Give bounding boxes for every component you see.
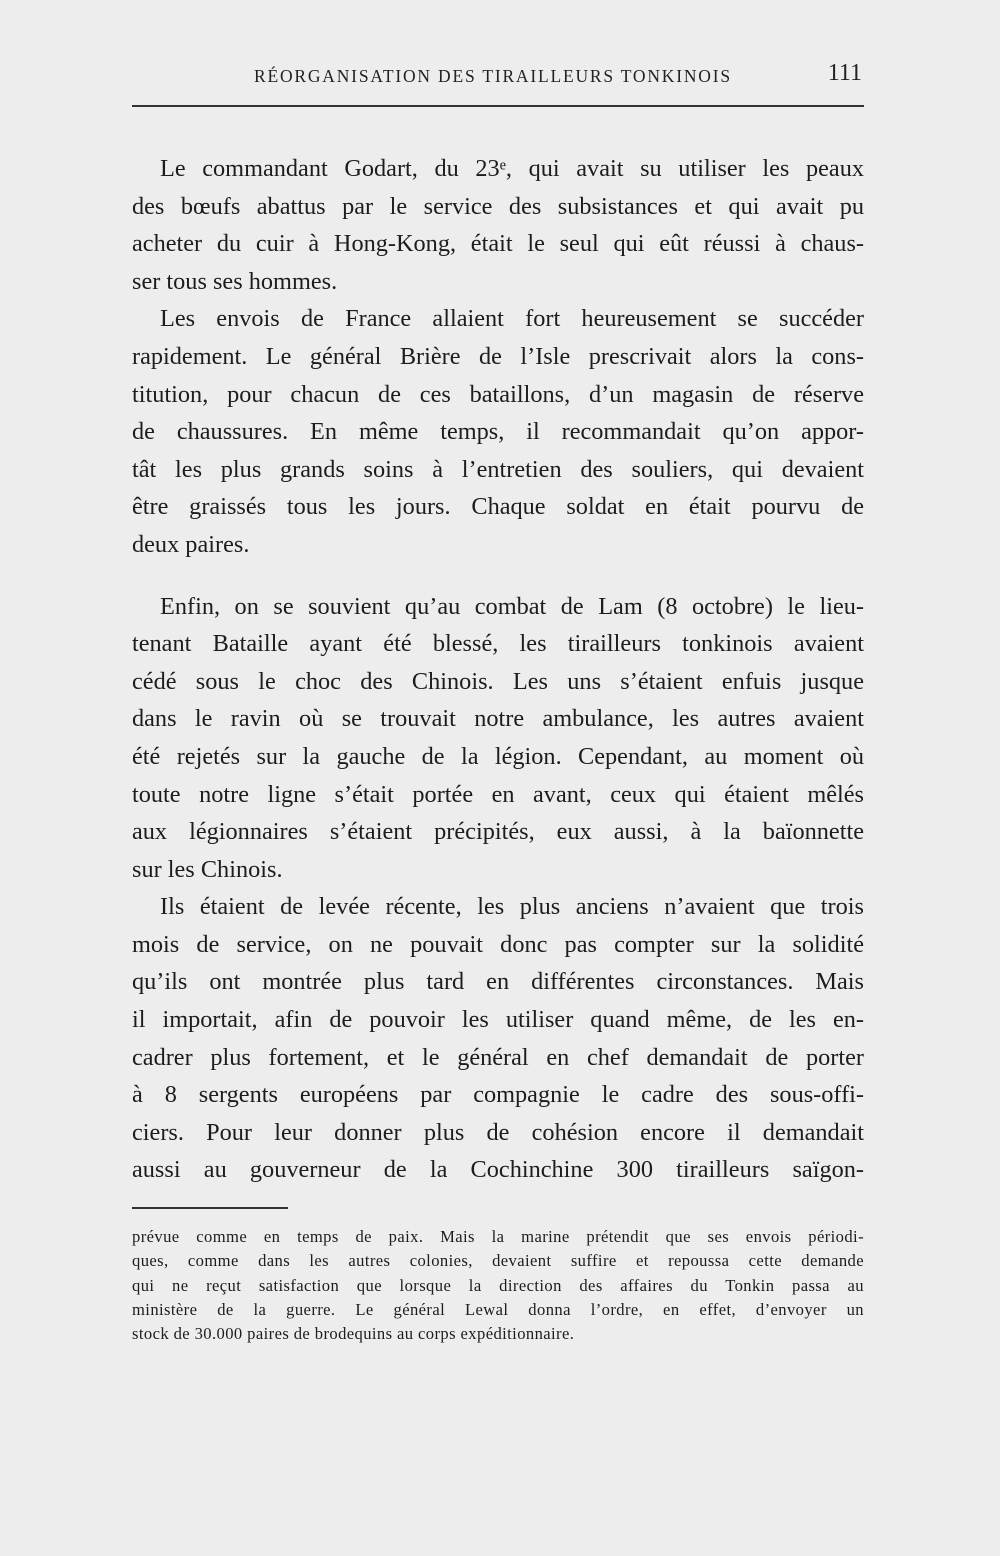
header-rule	[132, 105, 864, 107]
text-line: rapidement. Le général Brière de l’Isle prescrivait alors la cons-	[132, 342, 864, 370]
footnote-line: prévue comme en temps de paix. Mais la marine prétendit que ses envois périodi-	[132, 1227, 864, 1246]
text-line: aux légionnaires s’étaient précipités, eux aussi, à la baïonnette	[132, 818, 864, 846]
text-line: ciers. Pour leur donner plus de cohésion encore il demandait	[132, 1118, 864, 1146]
text-line: deux paires.	[132, 530, 250, 558]
text-line: Ils étaient de levée récente, les plus anciens n’avaient que trois	[160, 893, 864, 921]
page-header	[132, 60, 864, 96]
text-line: sur les Chinois.	[132, 855, 283, 883]
text-line: il importait, afin de pouvoir les utiliser quand même, de les en-	[132, 1006, 864, 1034]
paragraph	[132, 588, 864, 889]
text-line: des bœufs abattus par le service des subsistances et qui avait pu	[132, 192, 864, 220]
text-line: à 8 sergents européens par compagnie le cadre des sous-offi-	[132, 1081, 864, 1109]
paragraph	[132, 300, 864, 563]
footnote-line: ministère de la guerre. Le général Lewal donna l’ordre, en effet, d’envoyer un	[132, 1299, 864, 1319]
footnote-line: ques, comme dans les autres colonies, devaient suffire et repoussa cette demande	[132, 1251, 864, 1271]
text-line: cédé sous le choc des Chinois. Les uns s’étaient enfuis jusque	[132, 667, 864, 695]
footnote-rule	[132, 1207, 288, 1209]
body-text	[132, 150, 864, 1189]
text-line: Les envois de France allaient fort heureusement se succéder	[160, 305, 864, 333]
text-line: de chaussures. En même temps, il recommandait qu’on appor-	[132, 418, 864, 446]
text-line: dans le ravin où se trouvait notre ambulance, les autres avaient	[132, 705, 864, 733]
text-line: acheter du cuir à Hong-Kong, était le seul qui eût réussi à chaus-	[132, 230, 864, 258]
text-line: titution, pour chacun de ces bataillons, d’un magasin de réserve	[132, 380, 864, 408]
footnote-line: qui ne reçut satisfaction que lorsque la direction des affaires du Tonkin passa au	[132, 1275, 864, 1295]
text-line: tât les plus grands soins à l’entretien des souliers, qui devaient	[132, 455, 864, 483]
running-head: RÉORGANISATION DES TIRAILLEURS TONKINOIS	[254, 66, 732, 86]
text-line: être graissés tous les jours. Chaque soldat en était pourvu de	[132, 493, 864, 521]
paragraph	[132, 888, 864, 1189]
footnote-line: stock de 30.000 paires de brodequins au corps expéditionnaire.	[132, 1324, 575, 1344]
text-line: tenant Bataille ayant été blessé, les tirailleurs tonkinois avaient	[132, 630, 864, 658]
text-line: qu’ils ont montrée plus tard en différentes circonstances. Mais	[132, 968, 864, 996]
paragraph-gap	[132, 564, 864, 588]
text-line: mois de service, on ne pouvait donc pas compter sur la solidité	[132, 930, 864, 958]
text-line: été rejetés sur la gauche de la légion. Cependant, au moment où	[132, 742, 864, 770]
text-line: Le commandant Godart, du 23ᵉ, qui avait su utiliser les peaux	[160, 155, 864, 182]
page-number: 111	[827, 60, 862, 86]
text-line: ser tous ses hommes.	[132, 267, 338, 295]
footnote	[132, 1225, 864, 1346]
text-line: Enfin, on se souvient qu’au combat de Lam (8 octobre) le lieu-	[160, 592, 864, 620]
text-line: toute notre ligne s’était portée en avant, ceux qui étaient mêlés	[132, 780, 864, 808]
text-line: aussi au gouverneur de la Cochinchine 300 tirailleurs saïgon-	[132, 1156, 864, 1184]
paragraph	[132, 150, 864, 300]
text-line: cadrer plus fortement, et le général en chef demandait de porter	[132, 1043, 864, 1071]
